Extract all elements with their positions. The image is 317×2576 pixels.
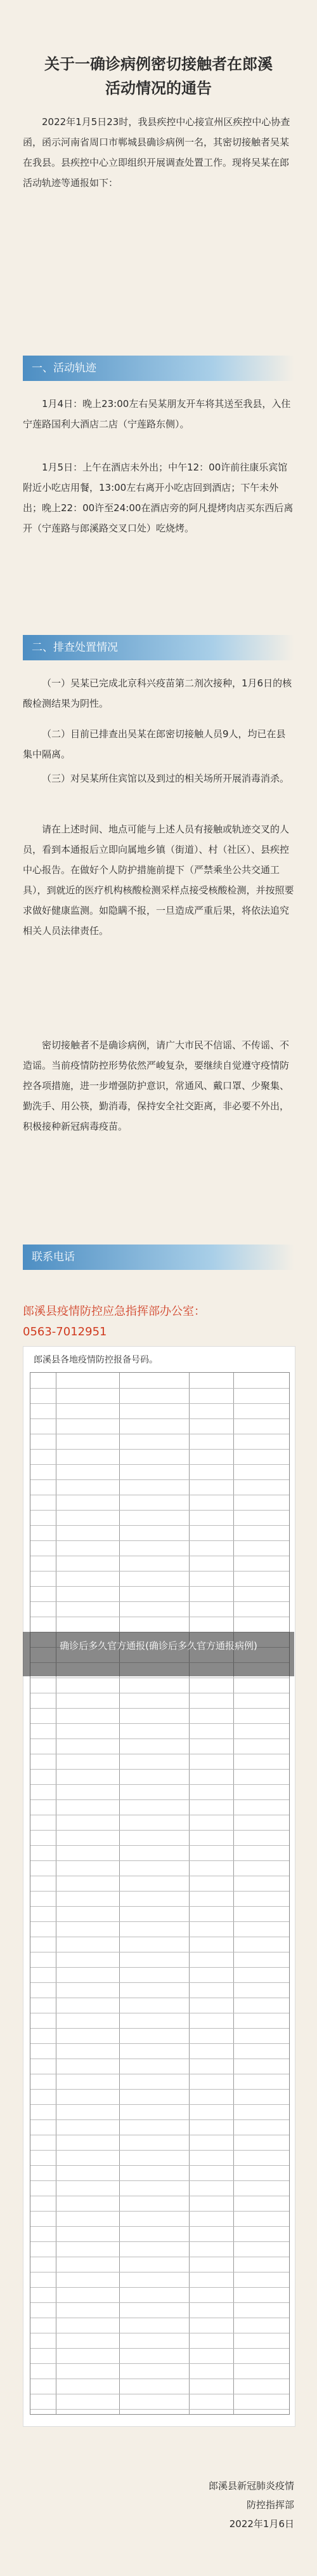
footer-date: 2022年1月6日 [229,2518,294,2530]
grid-row-line [30,2089,289,2090]
hotline-label: 郎溪县疫情防控应急指挥部办公室： [23,1305,205,1318]
grid-col [189,1373,190,2414]
section-activity-heading: 一、活动轨迹 [23,356,294,381]
grid-row-line [30,1601,289,1602]
grid-row-line [30,1860,289,1861]
grid-row-line [30,2409,289,2410]
grid-row-line [30,1708,289,1709]
grid-row-line [30,2150,289,2151]
grid-row-line [30,2043,289,2044]
grid-row-line [30,1403,289,1404]
grid-row-line [30,1799,289,1800]
grid-row-line [30,1891,289,1892]
grid-row-line [30,2119,289,2120]
grid-row-line [30,1586,289,1587]
grid-row-line [30,1738,289,1739]
grid-row-line [30,1723,289,1724]
grid-row-line [30,2302,289,2303]
grid-row-line [30,2241,289,2242]
grid-row-line [30,1525,289,1526]
footer-org-1: 郎溪县新冠肺炎疫情 [208,2480,294,2492]
numbers-table [30,1372,290,2415]
notice-title [16,52,301,100]
grid-row-line [30,2028,289,2029]
notice-header [0,0,317,356]
track-day-2: 1月5日：上午在酒店未外出；中午12：00许前往康乐宾馆附近小吃店用餐，13:00左右离开小吃店回到酒店；下午未外出；晚上22：00许至24:00在酒店旁的阿凡提烤肉店买东西后离开（宁莲路与郎溪路交叉口处）吃烧烤。 [23,462,294,534]
signature-block [155,2476,294,2533]
grid-row-line [30,1388,289,1389]
handling-item-2: （二）目前已排查出吴某在郎密切接触人员9人，均已在县集中隔离。 [23,728,286,760]
grid-row-line [30,1769,289,1770]
intro-paragraph: 2022年1月5日23时，我县疾控中心接宣州区疾控中心协查函，函示河南省周口市郸城县确诊病例一名，其密切接触者吴某在我县。县疾控中心立即组织开展调查处置工作。现将吴某在郎活动轨迹等通报如下： [23,116,290,189]
grid-row-line [30,1479,289,1480]
grid-row-line [30,2211,289,2212]
grid-row-line [30,1845,289,1846]
grid-row-line [30,1967,289,1968]
grid-row-line [30,1449,289,1450]
track-day-1: 1月4日：晚上23:00左右吴某朋友开车将其送至我县，入住宁莲路国利大酒店二店（宁莲路东侧）。 [23,398,291,430]
grid-row-line [30,2165,289,2166]
grid-row-line [30,2226,289,2227]
grid-row-line [30,1510,289,1511]
title-line-2: 活动情况的通告 [105,79,212,97]
footer-org-2: 防控指挥部 [246,2499,294,2511]
grid-row-line [30,1464,289,1465]
hotline [23,1302,294,1342]
grid-row-line [30,1906,289,1907]
grid-row-line [30,2348,289,2349]
grid-row-line [30,2287,289,2288]
reporting-numbers-image [23,1346,295,2427]
grid-row-line [30,1418,289,1419]
handling-item-1: （一）吴某已完成北京科兴疫苗第二剂次接种，1月6日的核酸检测结果为阴性。 [23,677,292,709]
advice-paragraph-1: 请在上述时间、地点可能与上述人员有接触或轨迹交叉的人员，看到本通报后立即向属地乡镇（街道）、村（社区）、县疾控中心报告。在做好个人防护措施前提下（严禁乘坐公共交通工具），到就近的医疗机构核酸检测采样点接受核酸检测，并按照要求做好健康监测。如隐瞒不报，一旦造成严重后果，将依法追究相关人员法律责任。 [23,824,294,937]
grid-row-line [30,1921,289,1922]
grid-col [119,1373,120,2414]
title-line-1: 关于一确诊病例密切接触者在郎溪 [44,55,273,73]
watermark-banner: 确诊后多久官方通报(确诊后多久官方通报病例) [23,1632,294,1676]
advice-paragraph-2: 密切接触者不是确诊病例，请广大市民不信谣、不传谣、不造谣。当前疫情防控形势依然严峻复杂，要继续自觉遵守疫情防控各项措施，进一步增强防护意识，常通风、戴口罩、少聚集、勤洗手、用公筷，勤消毒，保持安全社交距离，非必要不外出，积极接种新冠病毒疫苗。 [23,1039,290,1132]
grid-row-line [30,1571,289,1572]
section-handling-heading: 二、排查处置情况 [23,635,294,660]
grid-row-line [30,2104,289,2105]
grid-row-line [30,1830,289,1831]
grid-row-line [30,2363,289,2364]
grid-row-line [30,1784,289,1785]
grid-row-line [30,1540,289,1541]
hotline-number[interactable]: 0563-7012951 [23,1325,107,1338]
section-contact-heading: 联系电话 [23,1245,294,1270]
grid-row-line [30,1982,289,1983]
grid-row-line [30,2180,289,2181]
grid-col [233,1373,234,2414]
handling-item-3: （三）对吴某所住宾馆以及到过的相关场所开展消毒消杀。 [42,773,290,784]
doc-title: 郎溪县各地疫情防控报备号码。 [34,1355,158,1365]
